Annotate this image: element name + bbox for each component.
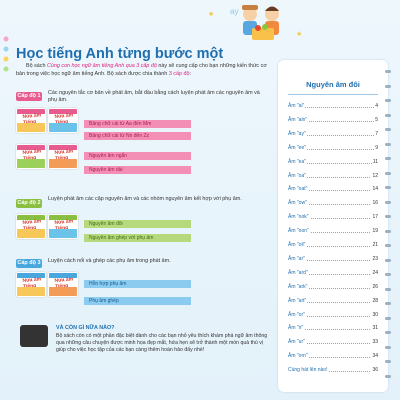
toc-row[interactable] (288, 172, 378, 180)
star-icon: ★ (296, 31, 303, 38)
toc-page-number: 9 (375, 144, 378, 151)
toc-page-number: 12 (372, 172, 378, 179)
toc-label: Âm "orn" (288, 353, 308, 360)
toc-row[interactable] (288, 144, 378, 152)
toc-row[interactable] (288, 283, 378, 291)
extra-description: Bộ sách còn có một phần đặc biệt dành cho các bạn nhỏ yêu thích khám phá ngữ âm thông qua những câu chuyện được minh họa đẹp mắt, hứa hẹn sẽ trở thành một món quà thú vị giúp cho việc học tập của các bạn càng thêm hoàn hảo đấy nhé! (56, 333, 268, 353)
spiral-binding-icon (385, 302, 391, 305)
spiral-binding-icon (385, 128, 391, 131)
level-2-description: Luyện phát âm các cặp nguyên âm và các nhóm nguyên âm kết hợp với phụ âm. (48, 196, 242, 202)
spiral-binding-icon (385, 99, 391, 102)
toc-page-number: 36 (372, 367, 378, 374)
level-3-badge: Cấp độ 3 (17, 260, 41, 266)
toc-page-number: 24 (372, 269, 378, 276)
toc-label: Cùng hát lên nào! (288, 367, 328, 374)
book-cover: Nửa âm (16, 272, 46, 297)
toc-page-number: 7 (375, 130, 378, 137)
spiral-binding-icon (385, 70, 391, 73)
spiral-binding-icon (385, 317, 391, 320)
spiral-binding-icon (385, 172, 391, 175)
toc-row[interactable] (288, 185, 378, 193)
toc-panel (278, 60, 388, 392)
toc-row[interactable] (288, 241, 378, 249)
level-3-topic: Hỗn hợp phụ âm (84, 280, 191, 288)
spiral-binding-icon (385, 114, 391, 117)
book-cover: Nửa âm (48, 108, 78, 133)
toc-label: Âm "ir" (288, 325, 304, 332)
book-cover: Nửa âm (48, 272, 78, 297)
toc-row[interactable] (288, 311, 378, 319)
toc-label: Âm "oil" (288, 242, 306, 248)
book-cover: Nửa âm (16, 214, 46, 239)
toc-row[interactable] (288, 366, 378, 374)
toc-page-number: 5 (375, 116, 378, 123)
level-1-description: Các nguyên tắc cơ bản về phát âm, bắt đầu bằng cách luyện phát âm các nguyên âm và phụ âm. (48, 90, 260, 104)
spiral-binding-icon (385, 360, 391, 363)
svg-text:ay: ay (230, 7, 239, 16)
toc-page-number: 19 (372, 228, 378, 235)
spiral-binding-icon (385, 288, 391, 291)
spiral-binding-icon (385, 215, 391, 218)
book-cover: Nửa âm (48, 214, 78, 239)
toc-row[interactable] (288, 255, 378, 263)
toc-label: Âm "ea" (288, 158, 307, 165)
toc-label: Âm "ark" (288, 283, 308, 290)
toc-row[interactable] (288, 102, 378, 110)
toc-label: Âm "ow" (288, 200, 307, 207)
toc-label: Âm "or" (288, 311, 305, 318)
spiral-binding-icon (385, 244, 391, 247)
toc-page-number: 26 (372, 283, 378, 290)
toc-row[interactable] (288, 116, 378, 124)
series-name: Cùng con học ngữ âm tiếng Anh qua 3 cấp độ (46, 63, 157, 70)
toc-page-number: 11 (372, 158, 378, 165)
toc-label: Âm "ee" (288, 144, 307, 151)
toc-page-number: 30 (372, 311, 378, 318)
toc-divider (288, 94, 378, 95)
toc-page-number: 17 (372, 214, 378, 221)
book-cover: Nửa âm (16, 144, 46, 169)
toc-row[interactable] (288, 158, 378, 166)
toc-row[interactable] (288, 213, 378, 221)
toc-row[interactable] (288, 199, 378, 207)
toc-label: Âm "ay" (288, 130, 306, 137)
toc-label: Âm "ar" (288, 255, 305, 262)
spiral-binding-icon (385, 186, 391, 189)
spiral-binding-icon (385, 157, 391, 160)
spiral-binding-icon (385, 201, 391, 204)
toc-label: Âm "ai" (288, 103, 305, 109)
toc-label: Âm "oat" (288, 186, 308, 193)
toc-label: Âm "ain" (288, 116, 308, 123)
toc-row[interactable] (288, 297, 378, 305)
toc-label: Âm "oa" (288, 172, 307, 179)
toc-row[interactable] (288, 338, 378, 346)
book-cover: Nửa âm (16, 108, 46, 133)
toc-label: Âm "ook" (288, 214, 309, 221)
spiral-binding-icon (385, 331, 391, 334)
extra-title: VÀ CÒN GÌ NỮA NÀO? (56, 325, 115, 331)
toc-page-number: 21 (372, 242, 378, 248)
spiral-binding-icon (385, 230, 391, 233)
toc-page-number: 14 (372, 186, 378, 193)
toc-page-number: 4 (375, 103, 378, 109)
decorative-beads-icon (2, 34, 10, 74)
level-3-topic: Phụ âm ghép (84, 297, 191, 305)
toc-row[interactable] (288, 130, 378, 138)
spiral-binding-icon (385, 346, 391, 349)
kids-illustration-icon (228, 2, 288, 42)
toc-label: Âm "ur" (288, 339, 305, 346)
spiral-binding-icon (385, 375, 391, 378)
spiral-binding-icon (385, 273, 391, 276)
level-1-badge: Cấp độ 1 (17, 93, 41, 99)
book-cover: Nửa âm (48, 144, 78, 169)
toc-row[interactable] (288, 269, 378, 277)
spiral-binding-icon (385, 85, 391, 88)
story-book-icon (20, 325, 48, 347)
level-1-topic: Bảng chữ cái từ Nn đến Zz (84, 132, 191, 140)
level-3-description: Luyện cách nối và ghép các phụ âm trong phát âm. (48, 258, 171, 264)
level-1-topic: Bảng chữ cái từ Aa đến Mm (84, 120, 191, 128)
level-2-topic: Nguyên âm đôi (84, 220, 191, 228)
spiral-binding-icon (385, 259, 391, 262)
toc-row[interactable] (288, 352, 378, 360)
toc-page-number: 16 (372, 200, 378, 207)
level-count: 3 cấp độ (168, 70, 190, 77)
star-icon: ★ (208, 11, 215, 18)
toc-label: Âm "ard" (288, 269, 308, 276)
intro-paragraph: Bộ sách Cùng con học ngữ âm tiếng Anh qua 3 cấp độ này sẽ cung cấp cho bạn những kiến thức cơ bản trong việc học ngữ âm tiếng Anh. Bộ sách được chia thành 3 cấp độ: (16, 63, 267, 77)
spiral-binding-icon (385, 143, 391, 146)
toc-page-number: 34 (372, 353, 378, 360)
toc-page-number: 33 (372, 339, 378, 346)
page-title: Học tiếng Anh từng bước một (16, 45, 224, 62)
level-1-topic: Nguyên âm dài (84, 166, 191, 174)
level-2-topic: Nguyên âm ghép với phụ âm (84, 234, 191, 242)
toc-row[interactable] (288, 227, 378, 235)
toc-label: Âm "oon" (288, 228, 309, 235)
toc-page-number: 31 (372, 325, 378, 332)
toc-label: Âm "art" (288, 297, 307, 304)
level-1-topic: Nguyên âm ngắn (84, 152, 191, 160)
level-2-badge: Cấp độ 2 (17, 200, 41, 206)
toc-heading: Nguyên âm đôi (306, 80, 360, 89)
toc-row[interactable] (288, 324, 378, 332)
toc-page-number: 28 (372, 297, 378, 304)
toc-page-number: 23 (372, 255, 378, 262)
